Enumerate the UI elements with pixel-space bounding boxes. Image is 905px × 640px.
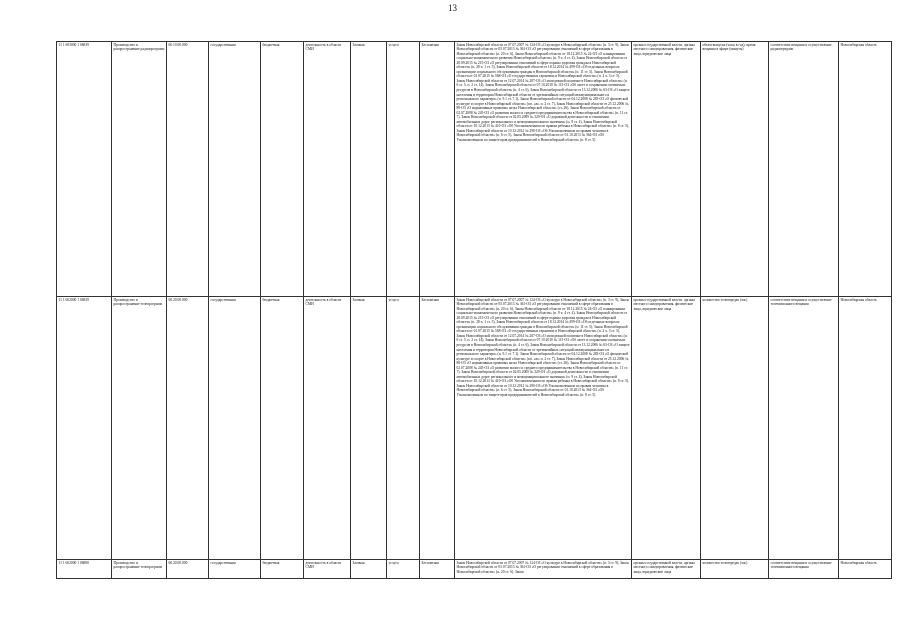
quality-indicator-cell: соответствие вещания и осуществление телевизионного вещания	[769, 560, 839, 579]
quality-indicator-cell: соответствие вещания и осуществление радиопередачи	[769, 42, 839, 297]
okved-cell: 60.20.00.000	[167, 560, 209, 579]
region-cell: Новосибирская область	[839, 42, 892, 297]
service-name-cell: Производство и распространение телепрограмм	[112, 560, 167, 579]
table-body	[57, 42, 892, 579]
activity-cell: деятельность в области СМИ	[304, 297, 351, 560]
okved-cell: 60.20.00.000	[167, 297, 209, 560]
region-cell: Новосибирская область	[839, 297, 892, 560]
form-cell: Заочная	[351, 42, 387, 297]
volume-indicator-cell: объем выпуска (часы в год); время вещания в эфире (минуты)	[701, 42, 769, 297]
services-registry-table	[56, 41, 892, 579]
institution-type-cell: бюджетная	[261, 297, 304, 560]
region-cell: Новосибирская область	[839, 560, 892, 579]
service-type-cell: государственная	[209, 560, 261, 579]
table-row	[57, 297, 892, 560]
table-row	[57, 42, 892, 297]
volume-indicator-cell: количество телепередач (час)	[701, 560, 769, 579]
consumers-cell: органы государственной власти, органы местного самоуправления, физические лица, юридические лица	[632, 560, 701, 579]
service-name-cell: Производство и распространение радиопрограмм	[112, 42, 167, 297]
legal-basis-cell: Закон Новосибирской области от 07.07.2007 № 124-ОЗ «О культуре в Новосибирской области» (п. 3 ст. 9), Закон Новосибирской области от 05.07.2013 № 361-ОЗ «О регулировании отношений в сфере образования в Новосибирской области» (п. 20 ст. 6), Закон Новосибирской области от 18.12.2015 № 24-ОЗ «О планировании социально-экономического развития Новосибирской области» (п. 9 ч. 4 ст. 4), Закон Новосибирской области от 28.09.2015 № 215-ОЗ «О регулировании отношений в сфере охраны здоровья граждан в Новосибирской области» (п. 28 ч. 1 ст. 5), Закон Новосибирской области от 18.12.2014 № 499-ОЗ «Об отдельных вопросах организации социального обслуживания граждан в Новосибирской области» (п. 11 ст. 5), Закон Новосибирской области от 01.07.2015 № 568-ОЗ «О государственных гарантиях в Новосибирской области» (п. 2 ч. 3 ст. 5), Закон Новосибирской области от 12.07.2014 № 207-ОЗ «О молодежной политике в Новосибирской области» (п. 6 ст. 5, п. 2 ст. 14), Закон Новосибирской области от 07.10.2010 № 115-ОЗ «Об охоте и сохранении охотничьих ресурсов в Новосибирской области» (п. 4 ст. 6), Закон Новосибирской области от 13.12.2006 № 63-ОЗ «О защите населения и территории Новосибирской области от чрезвычайных ситуаций межмуниципального и регионального характера» (п. 9.1 ст. 7.1), Закон Новосибирской области от 04.12.2008 № 283-ОЗ «О физической культуре и спорте в Новосибирской области» (пп. «ж» п. 2 ст. 7), Закон Новосибирской области от 25.12.2006 № 80-ОЗ «О нормативных правовых актах Новосибирской области» (ст. 26), Закон Новосибирской области от 02.07.2008 № 245-ОЗ «О развитии малого и среднего предпринимательства в Новосибирской области» (п. 11 ст. 7), Закон Новосибирской области от 02.05.2009 № 329-ОЗ «О дорожной деятельности в отношении автомобильных дорог регионального и межмуниципального значения» (п. 9 ст. 4), Закон Новосибирской области от 10.12.2013 № 410-ОЗ «Об Уполномоченном по правам ребенка в Новосибирской области» (п. 8 ст. 5), Закон Новосибирской области от 10.12.2012 № 290-ОЗ «Об Уполномоченном по правам человека в Новосибирской области» (п. 6 ст. 5), Закон Новосибирской области от 01.10.2013 № 364-ОЗ «Об Уполномоченном по защите прав предпринимателей в Новосибирской области» (п. 8 ст. 5)	[455, 42, 632, 297]
kind-cell: услуга	[387, 297, 420, 560]
table-row	[57, 560, 892, 579]
kind-cell: услуга	[387, 560, 420, 579]
registry-code-cell: 11 1 603000 1 06839	[57, 42, 112, 297]
form-cell: Заочная	[351, 297, 387, 560]
activity-cell: деятельность в области СМИ	[304, 42, 351, 297]
payment-cell: Бесплатная	[420, 297, 455, 560]
registry-code-cell: 11 1 602000 1 06890	[57, 560, 112, 579]
payment-cell: Бесплатная	[420, 560, 455, 579]
kind-cell: услуга	[387, 42, 420, 297]
service-type-cell: государственная	[209, 42, 261, 297]
institution-type-cell: бюджетная	[261, 560, 304, 579]
legal-basis-cell: Закон Новосибирской области от 07.07.2007 № 124-ОЗ «О культуре в Новосибирской области» (п. 3 ст. 9), Закон Новосибирской области от 05.07.2013 № 361-ОЗ «О регулировании отношений в сфере образования в Новосибирской области» (п. 20 ст. 6), Закон	[455, 560, 632, 579]
activity-cell: деятельность в области СМИ	[304, 560, 351, 579]
registry-code-cell: 11 1 602000 1 06839	[57, 297, 112, 560]
consumers-cell: органы государственной власти, органы местного самоуправления, физические лица, юридические лица	[632, 297, 701, 560]
legal-basis-cell: Закон Новосибирской области от 07.07.2007 № 124-ОЗ «О культуре в Новосибирской области» (п. 3 ст. 9), Закон Новосибирской области от 05.07.2013 № 361-ОЗ «О регулировании отношений в сфере образования в Новосибирской области» (п. 20 ст. 6), Закон Новосибирской области от 18.12.2015 № 24-ОЗ «О планировании социально-экономического развития Новосибирской области» (п. 9 ч. 4 ст. 4), Закон Новосибирской области от 28.09.2015 № 215-ОЗ «О регулировании отношений в сфере охраны здоровья граждан в Новосибирской области» (п. 28 ч. 1 ст. 5), Закон Новосибирской области от 18.12.2014 № 499-ОЗ «Об отдельных вопросах организации социального обслуживания граждан в Новосибирской области» (п. 11 ст. 5), Закон Новосибирской области от 01.07.2015 № 568-ОЗ «О государственных гарантиях в Новосибирской области» (п. 2 ч. 3 ст. 5), Закон Новосибирской области от 12.07.2014 № 207-ОЗ «О молодежной политике в Новосибирской области» (п. 6 ст. 5, п. 2 ст. 14), Закон Новосибирской области от 07.10.2010 № 115-ОЗ «Об охоте и сохранении охотничьих ресурсов в Новосибирской области» (п. 4 ст. 6), Закон Новосибирской области от 13.12.2006 № 63-ОЗ «О защите населения и территории Новосибирской области от чрезвычайных ситуаций межмуниципального и регионального характера» (п. 9.1 ст. 7.1), Закон Новосибирской области от 04.12.2008 № 283-ОЗ «О физической культуре и спорте в Новосибирской области» (пп. «ж» п. 2 ст. 7), Закон Новосибирской области от 25.12.2006 № 80-ОЗ «О нормативных правовых актах Новосибирской области» (ст. 26), Закон Новосибирской области от 02.07.2008 № 245-ОЗ «О развитии малого и среднего предпринимательства в Новосибирской области» (п. 11 ст. 7), Закон Новосибирской области от 02.05.2009 № 329-ОЗ «О дорожной деятельности в отношении автомобильных дорог регионального и межмуниципального значения» (п. 9 ст. 4), Закон Новосибирской области от 10.12.2013 № 410-ОЗ «Об Уполномоченном по правам ребенка в Новосибирской области» (п. 8 ст. 5), Закон Новосибирской области от 10.12.2012 № 290-ОЗ «Об Уполномоченном по правам человека в Новосибирской области» (п. 6 ст. 5), Закон Новосибирской области от 01.10.2013 № 364-ОЗ «Об Уполномоченном по защите прав предпринимателей в Новосибирской области» (п. 8 ст. 5)	[455, 297, 632, 560]
okved-cell: 60.10.00.000	[167, 42, 209, 297]
payment-cell: Бесплатная	[420, 42, 455, 297]
quality-indicator-cell: соответствие вещания и осуществление телевизионного вещания	[769, 297, 839, 560]
service-type-cell: государственная	[209, 297, 261, 560]
institution-type-cell: бюджетная	[261, 42, 304, 297]
page-number: 13	[448, 3, 457, 13]
form-cell: Заочная	[351, 560, 387, 579]
consumers-cell: органы государственной власти, органы местного самоуправления, физические лица, юридические лица	[632, 42, 701, 297]
volume-indicator-cell: количество телепередач (час)	[701, 297, 769, 560]
service-name-cell: Производство и распространение телепрограмм	[112, 297, 167, 560]
